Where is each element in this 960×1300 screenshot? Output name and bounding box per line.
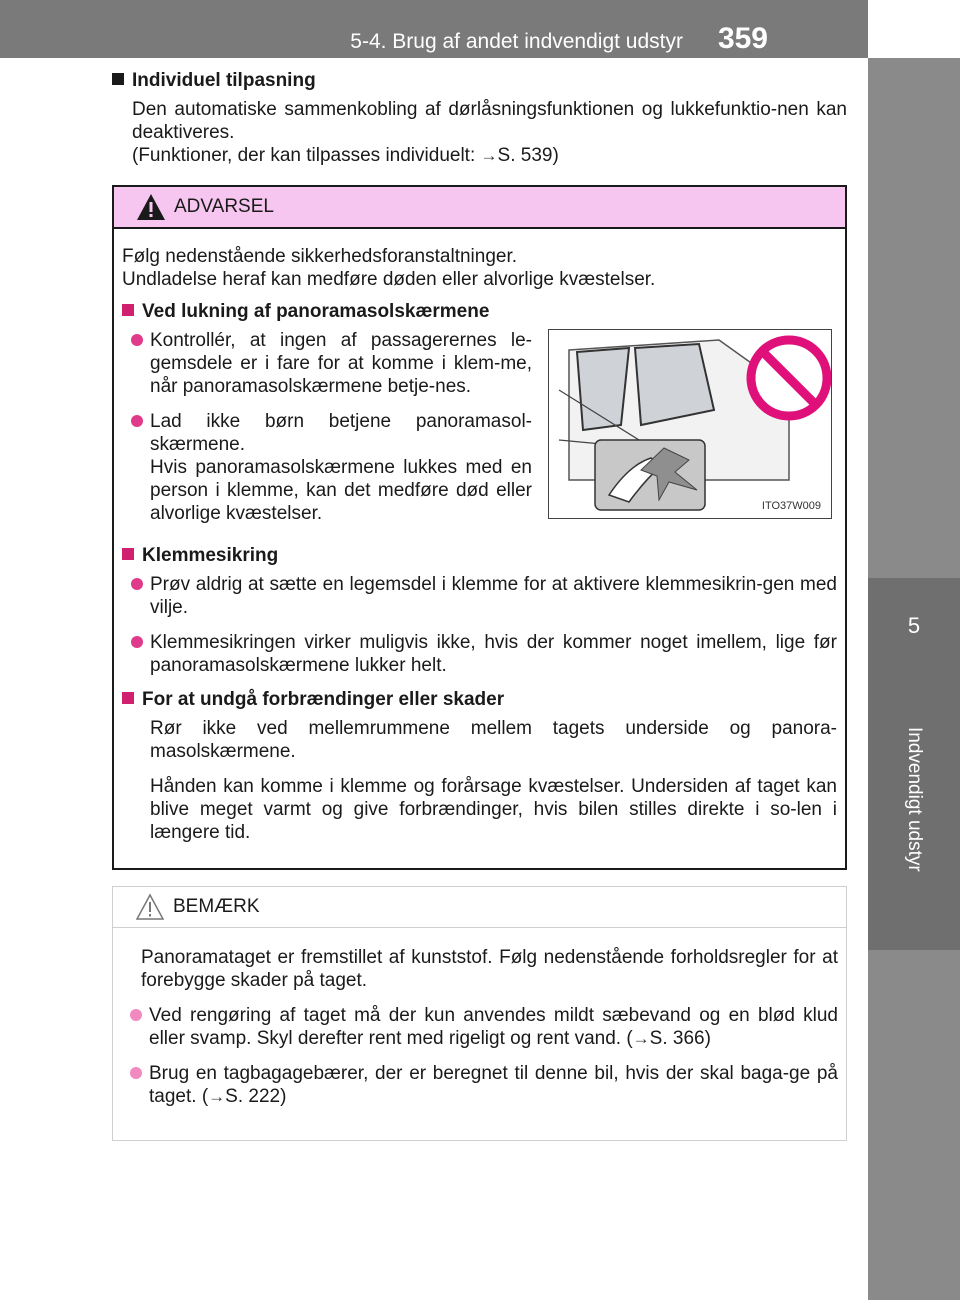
burn-text-1: Rør ikke ved mellemrummene mellem tagets underside og panora-masolskærmene.: [150, 718, 837, 762]
square-bullet-icon: [122, 548, 134, 560]
warning-triangle-icon: [136, 193, 166, 221]
notice-triangle-icon: [135, 893, 165, 921]
chapter-title: Indvendigt udstyr: [904, 727, 925, 872]
warning-header: [114, 187, 845, 229]
figure-code: ITO37W009: [761, 500, 821, 512]
page-ref-link[interactable]: S. 222): [225, 1086, 287, 1107]
warning-body: [114, 229, 845, 868]
chapter-number: 5: [907, 613, 921, 638]
chapter-tab-highlight: [868, 578, 960, 950]
list-item: Kontrollér, at ingen af passagerernes le-gemsdele er i fare for at komme i klem-me, når panoramasolskærmene betje-nes.: [122, 329, 532, 398]
individual-text: Den automatiske sammenkobling af dørlåsningsfunktionen og lukkefunktio-nen kan deaktiveres.: [132, 99, 847, 143]
square-bullet-icon: [112, 73, 124, 85]
arrow-right-icon: →: [480, 146, 498, 165]
sunshade-illustration: [548, 329, 832, 519]
list-item: Prøv aldrig at sætte en legemsdel i klemme for at aktivere klemmesikrin-gen med vilje.: [122, 573, 837, 619]
notice-body: [113, 928, 846, 1140]
square-bullet-icon: [122, 692, 134, 704]
list-item: Ved rengøring af taget må der kun anvendes mildt sæbevand og en blød klud eller svamp. Skyl derefter rent med rigeligt og rent vand. (→S. 366): [121, 1004, 838, 1050]
page-content: [112, 70, 847, 1141]
chapter-side-tab: [868, 58, 960, 1300]
warning-label: ADVARSEL: [174, 196, 274, 217]
individual-ref-line: (Funktioner, der kan tilpasses individuelt: →S. 539): [132, 145, 559, 166]
car-roof-image: [549, 330, 831, 518]
page-number: 359: [717, 22, 768, 55]
jam-protection-heading: Klemmesikring: [122, 545, 837, 567]
notice-box: [112, 886, 847, 1141]
individual-heading: Individuel tilpasning: [112, 70, 847, 92]
page-ref-link[interactable]: S. 539): [497, 145, 559, 166]
notice-header: [113, 887, 846, 928]
page-ref-link[interactable]: S. 366): [649, 1028, 711, 1049]
list-item: Klemmesikringen virker muligvis ikke, hvis der kommer noget imellem, lige før panoramasolskærmene lukker helt.: [122, 631, 837, 677]
arrow-right-icon: →: [208, 1087, 226, 1106]
burn-prevention-heading: For at undgå forbrændinger eller skader: [122, 689, 837, 711]
page-header: [0, 0, 868, 60]
section-title: 5-4. Brug af andet indvendigt udstyr: [350, 30, 683, 53]
list-item: Brug en tagbagagebærer, der er beregnet til denne bil, hvis der skal baga-ge på taget. (→S. 222): [121, 1062, 838, 1108]
sunshade-section: [122, 329, 837, 537]
warning-intro: Følg nedenstående sikkerhedsforanstaltninger. Undladelse heraf kan medføre døden eller alvorlige kvæstelser.: [122, 246, 656, 290]
warning-box: [112, 185, 847, 870]
square-bullet-icon: [122, 304, 134, 316]
sunshade-closing-heading: Ved lukning af panoramasolskærmene: [122, 301, 837, 323]
arrow-right-icon: →: [632, 1029, 650, 1048]
burn-text-2: Hånden kan komme i klemme og forårsage kvæstelser. Undersiden af taget kan blive meget varmt og give forbrændinger, hvis bilen stilles direkte i so-len i længere tid.: [150, 776, 837, 843]
notice-intro: Panoramataget er fremstillet af kunststof. Følg nedenstående forholdsregler for at forebygge skader på taget.: [141, 947, 838, 991]
list-item: Lad ikke børn betjene panoramasol-skærmene. Hvis panoramasolskærmene lukkes med en person i klemme, kan det medføre død eller alvorlige kvæstelser.: [122, 410, 532, 525]
notice-label: BEMÆRK: [173, 896, 260, 917]
